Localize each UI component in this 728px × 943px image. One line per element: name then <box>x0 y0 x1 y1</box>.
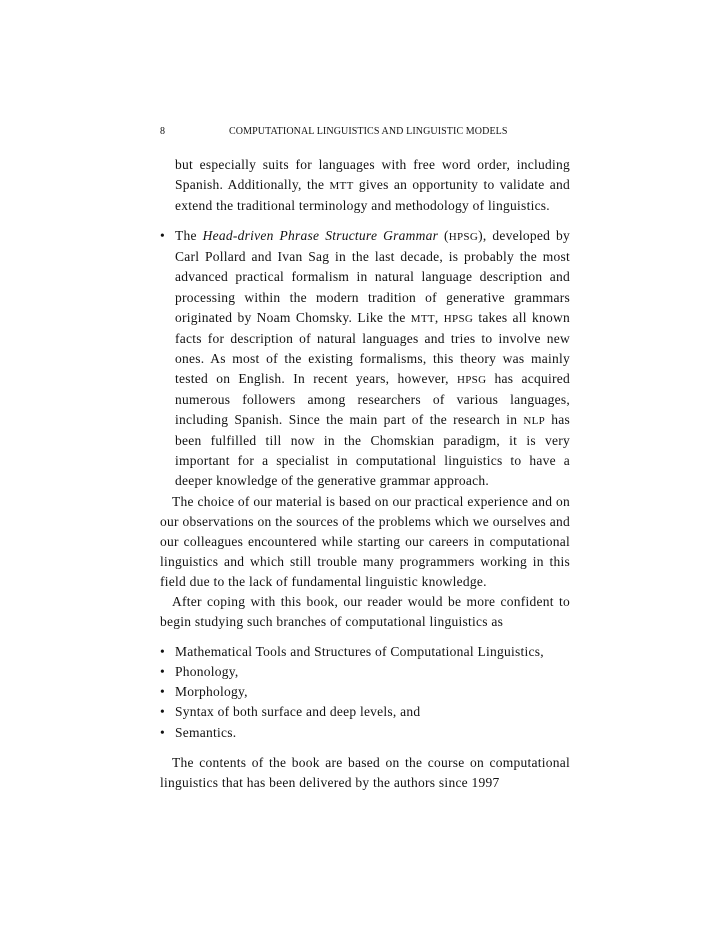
abbreviation-hpsg: HPSG <box>457 373 487 386</box>
text-segment: ), developed by Carl Pollard and Ivan Sag in the last decade, is probably the most advanced practical formalism in natural language description and processing within the modern tradition of generative grammars originated by Noam Chomsky. Like the <box>175 228 570 325</box>
list-item <box>160 682 570 702</box>
text-segment: but especially suits for languages with free word order, including Spanish. Additionally, the <box>175 157 570 193</box>
bullet-icon: • <box>160 724 165 740</box>
list-item-label: Phonology, <box>175 664 239 680</box>
text-segment: ( <box>438 228 449 244</box>
abbreviation-hpsg: HPSG <box>448 231 479 244</box>
list-item-label: Morphology, <box>175 684 248 700</box>
paragraph-after: After coping with this book, our reader would be more confident to begin studying such branches of computational linguistics as <box>160 593 570 630</box>
abbreviation-hpsg: HPSG <box>443 312 474 325</box>
list-item-label: Semantics. <box>175 724 237 740</box>
bullet-icon: • <box>160 704 165 720</box>
running-head <box>160 126 570 144</box>
running-title: COMPUTATIONAL LINGUISTICS AND LINGUISTIC MODELS <box>229 126 508 137</box>
paragraph-choice: The choice of our material is based on our practical experience and on our observations on the sources of the problems which we ourselves and our colleagues encountered while starting our careers in computational linguistics and which still trouble many programmers working in this field due to the lack of fundamental linguistic knowledge. <box>160 493 570 589</box>
list-item <box>160 723 570 743</box>
list-item-label: Mathematical Tools and Structures of Computational Linguistics, <box>175 644 544 660</box>
list-item-label: Syntax of both surface and deep levels, and <box>175 704 421 720</box>
list-item-hpsg <box>160 226 570 491</box>
abbreviation-nlp: NLP <box>523 415 546 428</box>
text-segment: has been fulfilled till now in the Chomskian paradigm, it is very important for a specialist in computational linguistics to have a deeper knowledge of the generative grammar approach. <box>175 412 570 489</box>
list-item <box>160 702 570 722</box>
text-segment: gives an opportunity to validate and extend the traditional terminology and methodology of linguistics. <box>175 177 570 214</box>
body-text <box>160 155 570 793</box>
term-hpsg: Head-driven Phrase Structure Grammar <box>202 228 439 244</box>
bullet-icon: • <box>160 664 165 680</box>
page <box>160 126 570 793</box>
list-item <box>160 642 570 662</box>
abbreviation-mtt: MTT <box>329 180 354 193</box>
list-item-continuation <box>160 155 570 216</box>
text-segment: has acquired numerous followers among researchers of various languages, including Spanish. Since the main part of the research in <box>175 370 570 428</box>
bullet-icon: • <box>160 644 165 660</box>
text-segment: , <box>434 309 444 325</box>
abbreviation-mtt: MTT <box>410 312 435 325</box>
page-number: 8 <box>160 126 166 137</box>
text-segment: takes all known facts for description of natural languages and tries to involve new ones. As most of the existing formalisms, this theory was mainly tested on English. In recent years, however, <box>175 309 571 386</box>
text-segment: The <box>175 228 203 244</box>
branches-list <box>160 642 570 742</box>
paragraph-contents: The contents of the book are based on the course on computational linguistics that has been delivered by the authors since 1997 <box>160 754 570 790</box>
bullet-icon: • <box>160 228 165 244</box>
bullet-icon: • <box>160 684 165 700</box>
list-item <box>160 662 570 682</box>
